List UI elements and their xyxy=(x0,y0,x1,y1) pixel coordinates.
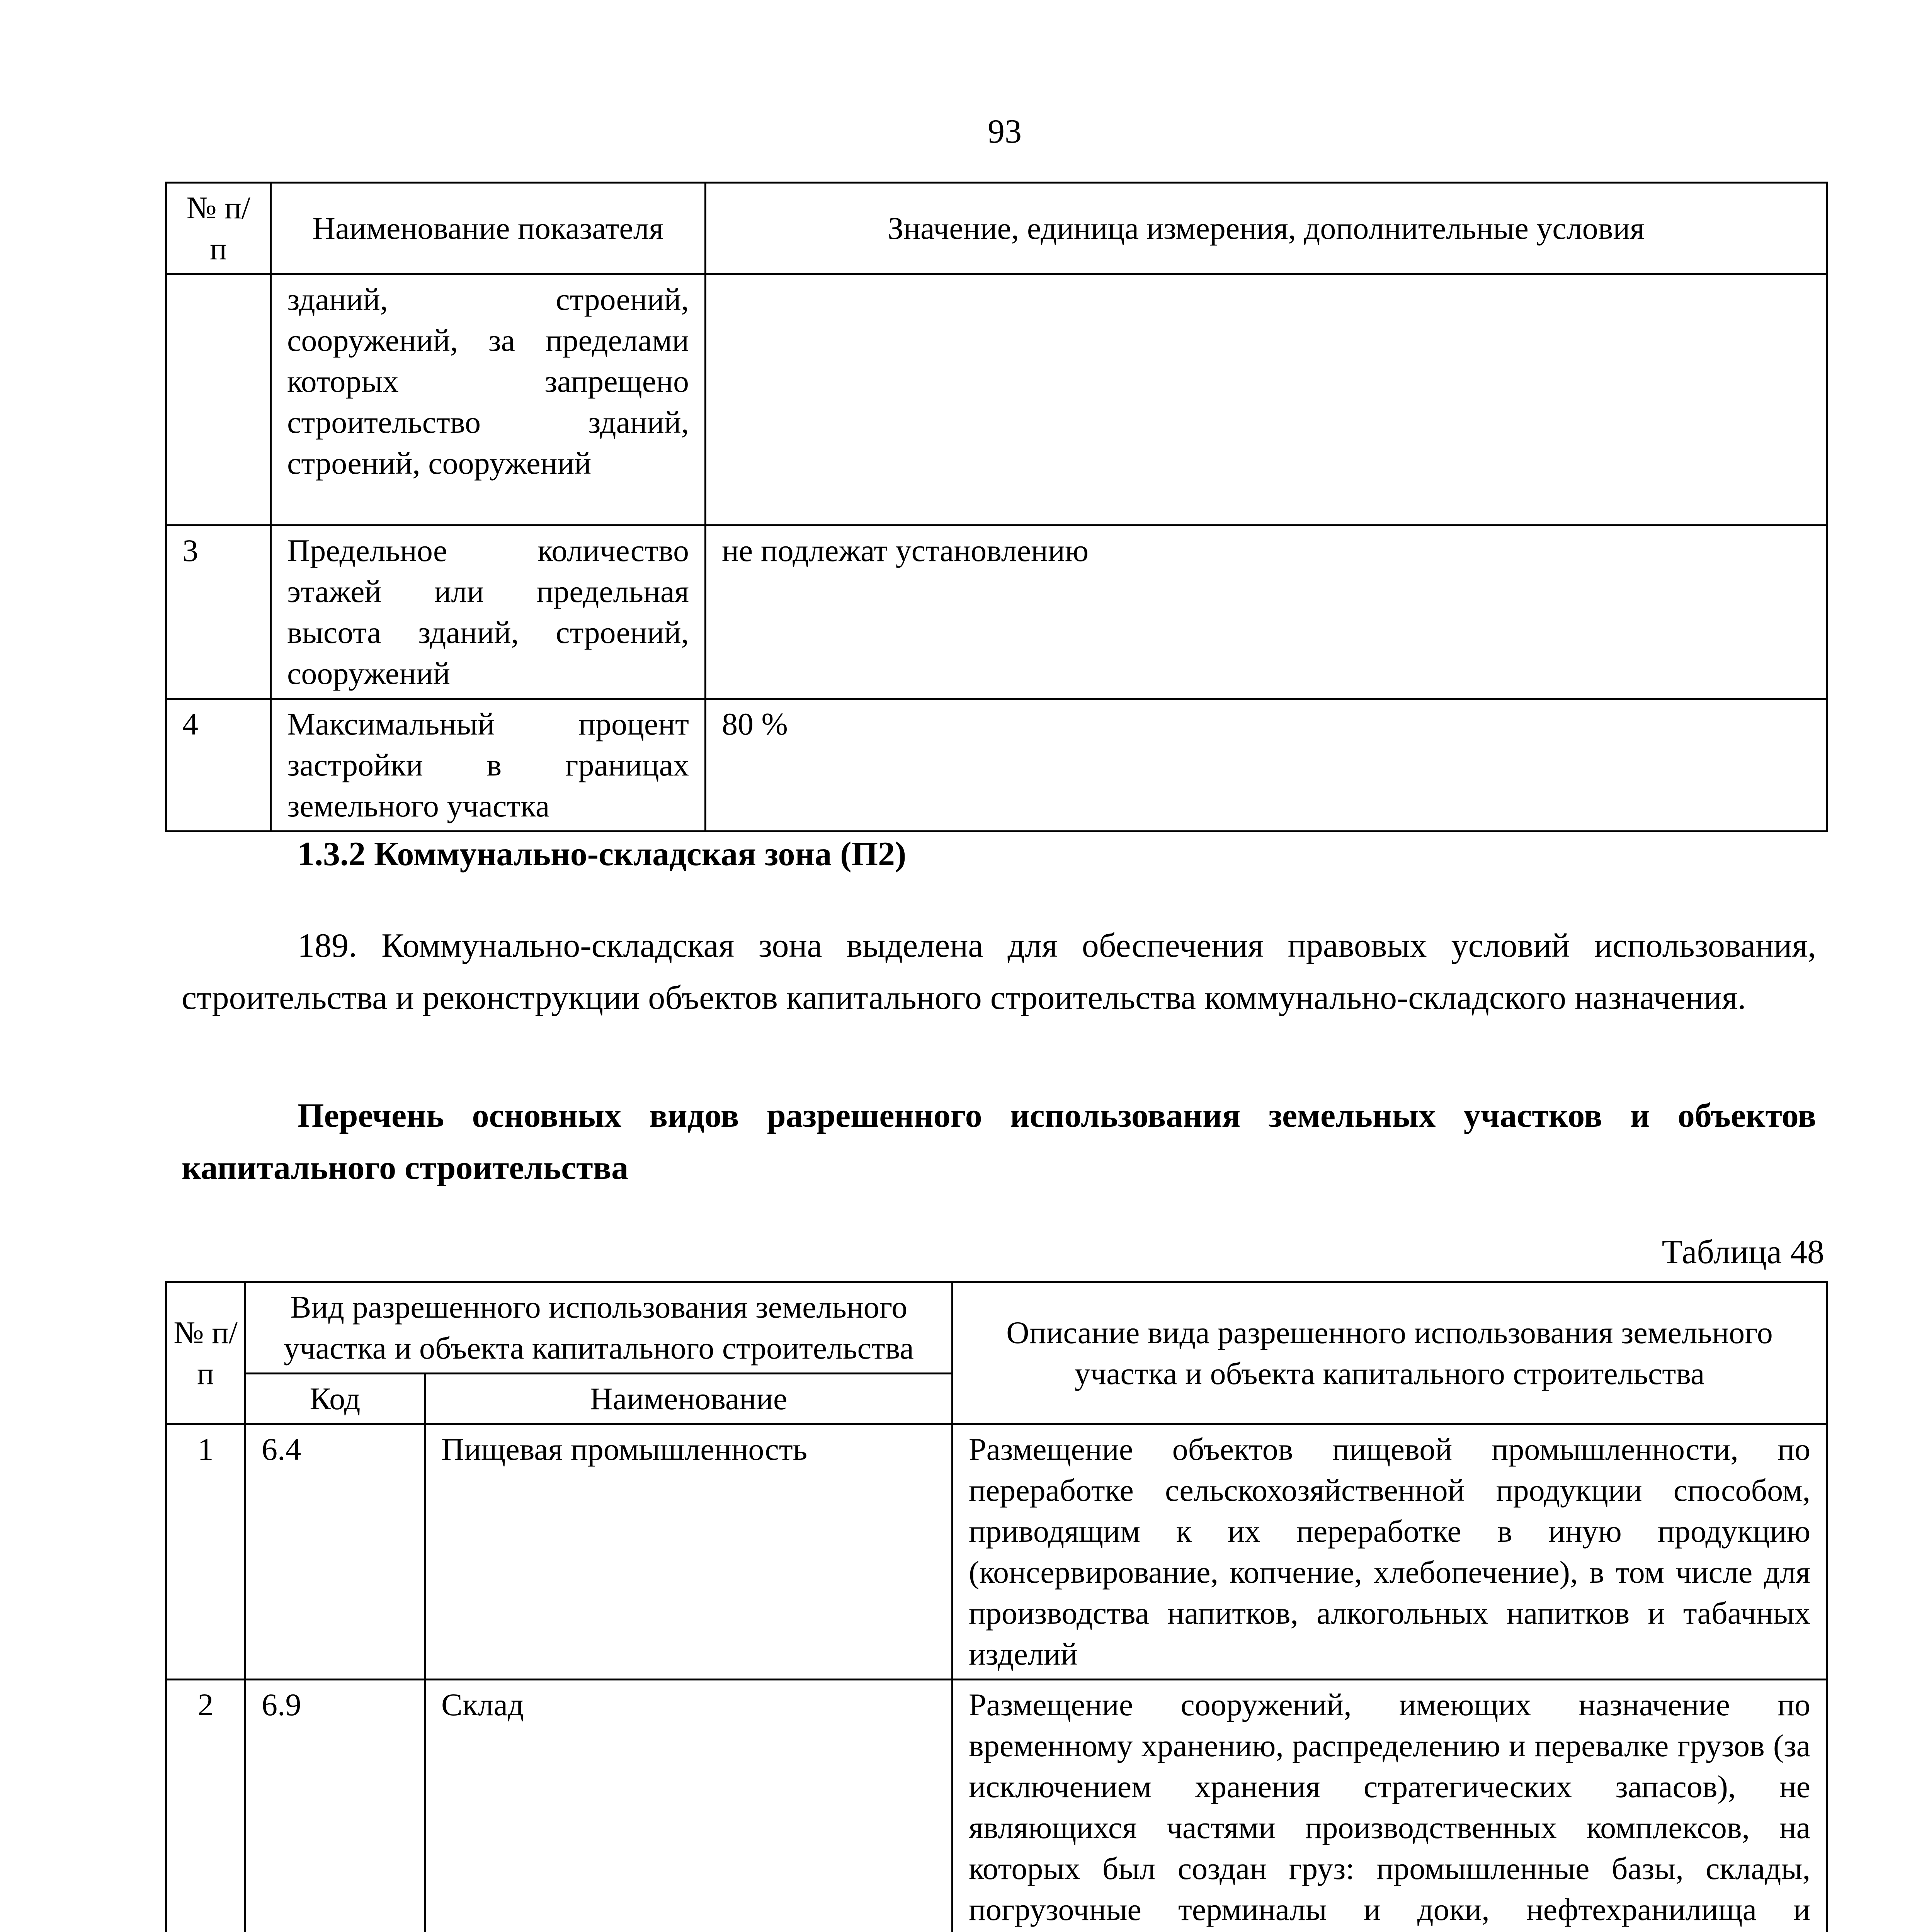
row-name: Склад xyxy=(425,1680,953,1932)
section-heading: 1.3.2 Коммунально-складская зона (П2) xyxy=(298,835,907,873)
paragraph-189: 189. Коммунально-складская зона выделена для обеспечения правовых условий использования, строительства и реконструкции объектов капитального строительства коммунально-складского назначения. xyxy=(182,927,1816,1017)
header-num: № п/п xyxy=(166,1282,245,1424)
header-name: Наименование xyxy=(425,1374,953,1424)
row-num: 2 xyxy=(166,1680,245,1932)
table-row xyxy=(166,699,1827,832)
table-caption: Таблица 48 xyxy=(1662,1233,1824,1271)
header-num: № п/п xyxy=(166,183,271,274)
row-description: Размещение объектов пищевой промышленности, по переработке сельскохозяйственной продукции способом, приводящим к их переработке в иную продукцию (консервирование, копчение, хлебопечение), в том числе для производства напитков, алкогольных напитков и табачных изделий xyxy=(953,1424,1827,1680)
row-num: 3 xyxy=(166,526,271,699)
indicators-table-header xyxy=(166,183,1827,274)
indicators-table-continued xyxy=(165,182,1828,832)
header-indicator-name: Наименование показателя xyxy=(271,183,706,274)
table-row xyxy=(166,274,1827,526)
row-value xyxy=(706,274,1827,526)
row-num xyxy=(166,274,271,526)
header-code: Код xyxy=(245,1374,425,1424)
row-num: 1 xyxy=(166,1424,245,1680)
row-indicator-name: Максимальный процент застройки в границах земельного участка xyxy=(271,699,706,832)
row-name: Пищевая промышленность xyxy=(425,1424,953,1680)
permitted-use-table xyxy=(165,1281,1828,1932)
row-value: 80 % xyxy=(706,699,1827,832)
header-kind: Вид разрешенного использования земельного участка и объекта капитального строительства xyxy=(245,1282,953,1374)
row-value: не подлежат установлению xyxy=(706,526,1827,699)
row-indicator-name: зданий, строений, сооружений, за пределами которых запрещено строительство зданий, строений, сооружений xyxy=(271,274,706,526)
table-row xyxy=(166,1424,1827,1680)
row-code: 6.4 xyxy=(245,1424,425,1680)
row-code: 6.9 xyxy=(245,1680,425,1932)
table-header-row xyxy=(166,1282,1827,1374)
header-value: Значение, единица измерения, дополнительные условия xyxy=(706,183,1827,274)
table-row xyxy=(166,1680,1827,1932)
table-row xyxy=(166,526,1827,699)
row-indicator-name: Предельное количество этажей или предельная высота зданий, строений, сооружений xyxy=(271,526,706,699)
row-num: 4 xyxy=(166,699,271,832)
row-description: Размещение сооружений, имеющих назначение по временному хранению, распределению и перевалке грузов (за исключением хранения стратегических запасов), не являющихся частями производственных комплексов, на которых был создан груз: промышленные базы, склады, погрузочные терминалы и доки, нефтехранилища и xyxy=(953,1680,1827,1932)
header-description: Описание вида разрешенного использования земельного участка и объекта капитального строительства xyxy=(953,1282,1827,1424)
list-heading: Перечень основных видов разрешенного использования земельных участков и объектов капитального строительства xyxy=(182,1097,1816,1187)
page-number: 93 xyxy=(988,113,1022,150)
